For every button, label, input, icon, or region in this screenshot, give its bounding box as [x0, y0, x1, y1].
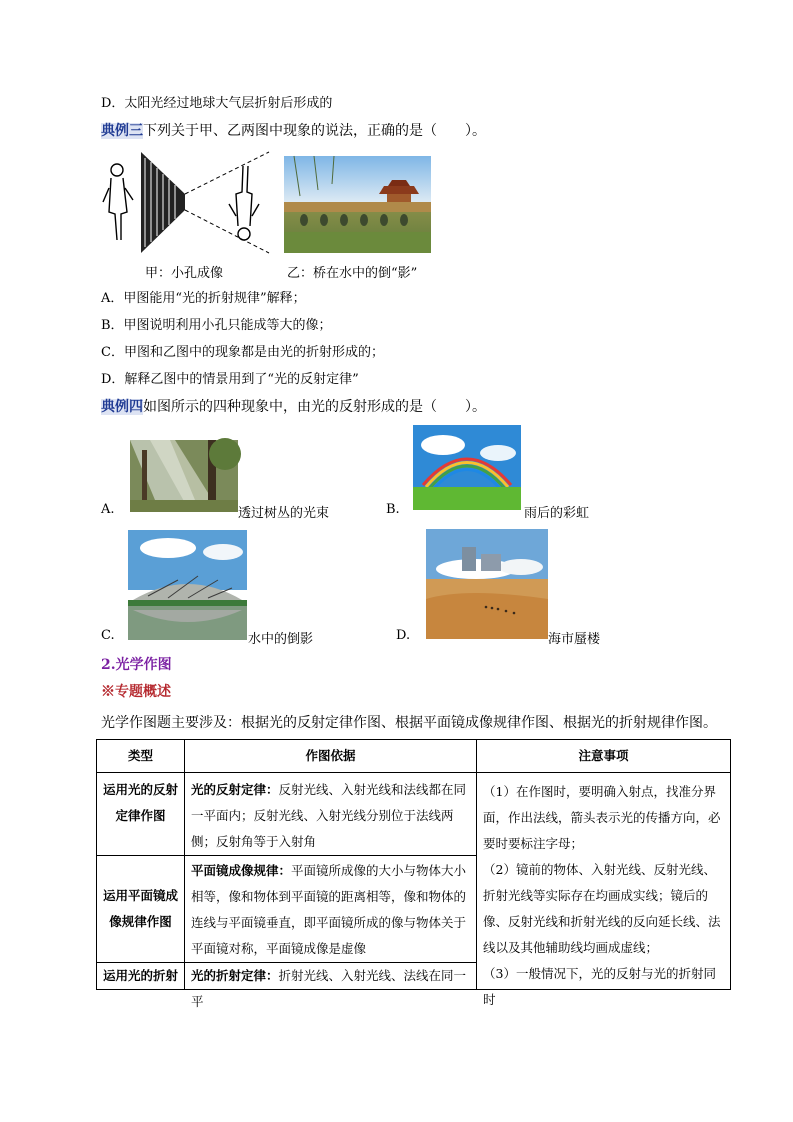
q4-d-caption: 海市蜃楼: [548, 632, 601, 647]
caption-jia: 甲：小孔成像: [145, 266, 224, 281]
row2-basis-cell: [185, 856, 477, 963]
q3-option-c: C．甲图和乙图中的现象都是由光的折射形成的；: [101, 345, 384, 360]
row2-basis-text: 平面镜所成像的大小与物体大小相等，像和物体到平面镜的距离相等，像和物体的连线与平面镜垂直，即平面镜所成的像与物体关于平面镜对称，平面镜成像是虚像: [191, 863, 467, 956]
table-header-type: 类型: [97, 740, 185, 773]
section-intro: 光学作图题主要涉及：根据光的反射定律作图、根据平面镜成像规律作图、根据光的折射规律作图。: [101, 715, 717, 731]
table-row: [97, 773, 731, 856]
bridge-reflection-photo: [284, 156, 431, 253]
notes-item-3: （3）一般情况下，光的反射与光的折射同时: [483, 966, 716, 1007]
desert-mirage-photo: [426, 529, 548, 639]
q4-b-caption: 雨后的彩虹: [524, 506, 590, 521]
q4-a-label: A.: [101, 502, 115, 517]
pinhole-imaging-figure: [101, 152, 272, 253]
q4-a-caption: 透过树丛的光束: [238, 506, 330, 521]
row3-basis-title: 光的折射定律：: [191, 968, 279, 983]
row3-basis-cell: [185, 963, 477, 1009]
section-subtitle: ※专题概述: [101, 684, 171, 700]
row1-type-line2: 定律作图: [115, 808, 166, 823]
row2-type-line2: 像规律作图: [109, 914, 172, 929]
q3-stem-line: [101, 122, 486, 140]
water-reflection-photo: [128, 530, 247, 640]
row3-type-cell: [97, 963, 185, 990]
notes-cell: [477, 773, 731, 1007]
table-header-notes: 注意事项: [477, 740, 731, 773]
q4-b-label: B.: [386, 502, 400, 517]
q4-d-label: D.: [396, 628, 411, 643]
table-header-basis: 作图依据: [185, 740, 477, 773]
table-header-row: [97, 740, 731, 773]
q4-stem-line: [101, 398, 486, 416]
q3-stem: 下列关于甲、乙两图中现象的说法，正确的是（ ）。: [143, 123, 486, 139]
q2-option-d: D．太阳光经过地球大气层折射后形成的: [101, 96, 333, 111]
q4-tag: 典例四: [101, 399, 143, 415]
q4-c-caption: 水中的倒影: [248, 632, 314, 647]
row2-type-line1: 运用平面镜成: [103, 888, 179, 903]
row1-type-line1: 运用光的反射: [103, 782, 179, 797]
row3-basis-text: 折射光线、入射光线、法线在同一平: [191, 968, 467, 1009]
row1-basis-text: 反射光线、入射光线和法线都在同一平面内；反射光线、入射光线分别位于法线两侧；反射角等于入射角: [191, 782, 467, 849]
row2-basis-title: 平面镜成像规律：: [191, 863, 292, 878]
q4-stem: 如图所示的四种现象中，由光的反射形成的是（ ）。: [143, 399, 486, 415]
row2-type-cell: [97, 856, 185, 963]
q3-option-a: A．甲图能用“光的折射规律”解释；: [101, 291, 306, 306]
rainbow-photo: [413, 425, 521, 510]
light-through-trees-photo: [130, 440, 238, 512]
q3-tag: 典例三: [101, 123, 143, 139]
q3-option-d: D．解释乙图中的情景用到了“光的反射定律”: [101, 372, 359, 387]
row3-type: 运用光的折射: [103, 968, 179, 983]
row1-basis-cell: [185, 773, 477, 856]
caption-yi: 乙：桥在水中的倒“影”: [287, 266, 418, 281]
notes-item-1: （1）在作图时，要明确入射点，找准分界面，作出法线，箭头表示光的传播方向，必要时要标注字母；: [483, 784, 721, 851]
notes-item-2: （2）镜前的物体、入射光线、反射光线、折射光线等实际存在均画成实线；镜后的像、反射光线和折射光线的反向延长线、法线以及其他辅助线均画成虚线；: [483, 862, 721, 955]
q3-option-b: B．甲图说明利用小孔只能成等大的像；: [101, 318, 332, 333]
section-title: 2.光学作图: [101, 657, 172, 673]
row1-basis-title: 光的反射定律：: [191, 782, 279, 797]
q4-c-label: C.: [101, 628, 115, 643]
optical-drawing-table: [96, 739, 731, 1009]
row1-type-cell: [97, 773, 185, 856]
